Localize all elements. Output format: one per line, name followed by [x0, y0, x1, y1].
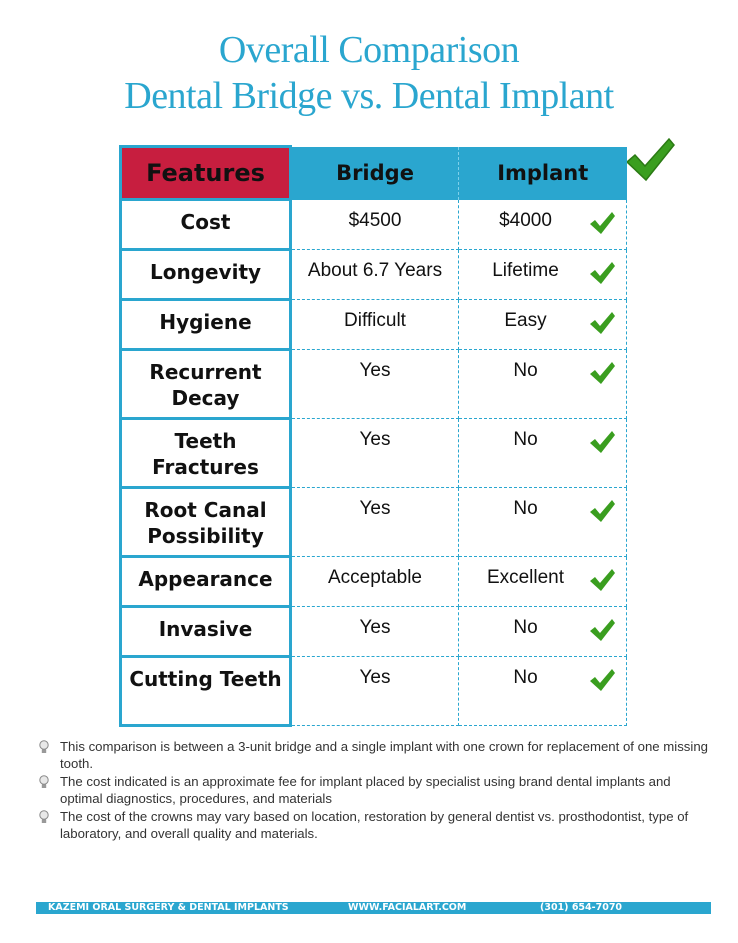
implant-cell	[459, 607, 627, 657]
table-row	[121, 250, 627, 300]
checkmark-icon	[588, 210, 616, 236]
bridge-cell: Difficult	[291, 300, 459, 350]
bridge-cell: Acceptable	[291, 557, 459, 607]
implant-value: Lifetime	[492, 260, 559, 281]
checkmark-icon	[588, 567, 616, 593]
header-features: Features	[121, 147, 291, 200]
implant-value: Easy	[504, 310, 547, 331]
implant-value: No	[513, 429, 538, 450]
bridge-cell: Yes	[291, 657, 459, 726]
table-row	[121, 557, 627, 607]
bridge-cell: $4500	[291, 200, 459, 250]
table-row	[121, 200, 627, 250]
implant-cell	[459, 300, 627, 350]
note-text: The cost of the crowns may vary based on location, restoration by general dentist vs. prosthodontist, type of laboratory, and overall quality and materials.	[60, 809, 689, 841]
table-row	[121, 657, 627, 726]
lightbulb-icon	[38, 810, 50, 824]
lightbulb-icon	[38, 740, 50, 754]
note-text: The cost indicated is an approximate fee for implant placed by specialist using brand dental implants and optimal diagnostics, procedures, and materials	[60, 774, 671, 806]
feature-cell: Cost	[121, 200, 291, 250]
bridge-cell: Yes	[291, 607, 459, 657]
checkmark-icon	[588, 360, 616, 386]
implant-cell	[459, 488, 627, 557]
table-row	[121, 350, 627, 419]
header-implant: Implant	[459, 147, 627, 200]
implant-cell	[459, 557, 627, 607]
feature-cell: Longevity	[121, 250, 291, 300]
lightbulb-icon	[38, 775, 50, 789]
header-bridge: Bridge	[291, 147, 459, 200]
checkmark-icon	[588, 260, 616, 286]
feature-cell: Appearance	[121, 557, 291, 607]
bridge-cell: Yes	[291, 350, 459, 419]
implant-value: No	[513, 667, 538, 688]
implant-value: $4000	[499, 209, 552, 231]
note-item	[36, 738, 716, 772]
table-row	[121, 607, 627, 657]
checkmark-icon	[588, 667, 616, 693]
feature-cell: Root Canal Possibility	[121, 488, 291, 557]
implant-value: No	[513, 617, 538, 638]
page-title-line2: Dental Bridge vs. Dental Implant	[124, 75, 614, 117]
note-item	[36, 808, 716, 842]
checkmark-icon	[588, 429, 616, 455]
bridge-cell: Yes	[291, 488, 459, 557]
table-row	[121, 300, 627, 350]
page-title-line1: Overall Comparison	[218, 29, 520, 71]
header-checkmark-icon	[624, 136, 676, 184]
notes-list	[36, 738, 716, 843]
table-row	[121, 419, 627, 488]
feature-cell: Recurrent Decay	[121, 350, 291, 419]
implant-cell	[459, 657, 627, 726]
implant-cell	[459, 350, 627, 419]
footer-bar	[36, 902, 711, 914]
table-row	[121, 488, 627, 557]
note-item	[36, 773, 716, 807]
footer-practice-name: KAZEMI ORAL SURGERY & DENTAL IMPLANTS	[48, 902, 289, 913]
implant-cell	[459, 200, 627, 250]
implant-value: No	[513, 360, 538, 381]
checkmark-icon	[588, 310, 616, 336]
footer-phone: (301) 654-7070	[540, 902, 623, 913]
bridge-cell: Yes	[291, 419, 459, 488]
implant-cell	[459, 419, 627, 488]
feature-cell: Teeth Fractures	[121, 419, 291, 488]
comparison-table	[119, 145, 625, 727]
note-text: This comparison is between a 3-unit bridge and a single implant with one crown for replacement of one missing tooth.	[60, 739, 708, 771]
implant-value: Excellent	[486, 567, 565, 588]
implant-value: No	[513, 498, 538, 519]
feature-cell: Hygiene	[121, 300, 291, 350]
feature-cell: Cutting Teeth	[121, 657, 291, 726]
footer-website-link[interactable]: WWW.FACIALART.COM	[348, 902, 467, 913]
feature-cell: Invasive	[121, 607, 291, 657]
checkmark-icon	[588, 617, 616, 643]
implant-cell	[459, 250, 627, 300]
bridge-cell: About 6.7 Years	[291, 250, 459, 300]
checkmark-icon	[588, 498, 616, 524]
